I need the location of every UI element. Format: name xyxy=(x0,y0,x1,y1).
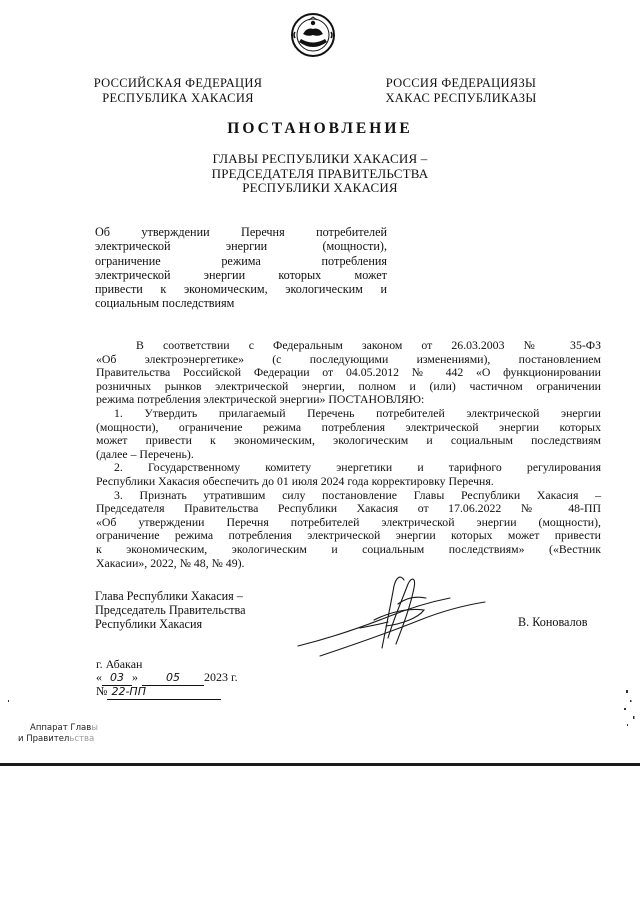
document-subject xyxy=(95,225,387,311)
body-line: (мощности), ограничение режима потребления электрической энергии которых xyxy=(96,419,601,434)
coat-of-arms-emblem xyxy=(290,12,336,58)
body-line: ограничение режима потребления электрической энергии которых может привести xyxy=(96,528,601,543)
body-line: «Об электроэнергетике» (с последующими изменениями), постановлением xyxy=(96,351,601,366)
body-line: розничных рынков электрической энергии, полном и (или) частичном ограничении xyxy=(96,378,601,393)
body-line: (далее – Перечень). xyxy=(96,446,194,461)
document-body xyxy=(96,339,601,570)
header-right-khakas xyxy=(376,76,546,106)
document-title: ПОСТАНОВЛЕНИЕ xyxy=(227,120,413,137)
stamp-line: Аппарат Глав xyxy=(30,723,92,733)
subtitle-line: ГЛАВЫ РЕСПУБЛИКИ ХАКАСИЯ – xyxy=(212,151,428,166)
subject-line: социальным последствиям xyxy=(95,296,235,311)
document-number xyxy=(96,684,221,700)
header-left-russian xyxy=(88,76,268,106)
stamp-line-faint: ы xyxy=(91,723,98,733)
stamp-line: и Правител xyxy=(18,734,70,744)
body-line: 3. Признать утратившим силу постановление Главы Республики Хакасия – xyxy=(114,487,601,502)
handwritten-signature xyxy=(290,568,490,664)
header-left-line: РЕСПУБЛИКА ХАКАСИЯ xyxy=(102,91,254,105)
body-line: Республики Хакасия обеспечить до 01 июля 2024 года корректировку Перечня. xyxy=(96,473,494,488)
stamp-line-faint: ьства xyxy=(69,734,95,744)
document-subtitle xyxy=(180,152,460,196)
date-quote-close: » xyxy=(132,670,138,684)
signatory-name: В. Коновалов xyxy=(518,615,588,629)
subject-line: привести к экономическим, экологическим и xyxy=(95,282,387,297)
signatory-role xyxy=(95,589,315,631)
header-left-line: РОССИЙСКАЯ ФЕДЕРАЦИЯ xyxy=(93,76,263,90)
subject-line: ограничение режима потребления xyxy=(95,253,387,268)
body-line: «Об утверждении Перечня потребителей электрической энергии (мощности), xyxy=(96,514,601,529)
signatory-role-line: Глава Республики Хакасия – xyxy=(95,589,243,603)
number-value: 22-ПП xyxy=(107,685,221,700)
body-line: режима потребления электрической энергии» ПОСТАНОВЛЯЮ: xyxy=(96,392,425,407)
body-line: В соответствии с Федеральным законом от 26.03.2003 № 35-ФЗ xyxy=(136,338,601,352)
body-line: к экономическим, экологическим и социальным последствиям» («Вестник xyxy=(96,541,601,556)
body-line: Хакасии», 2022, № 48, № 49). xyxy=(96,555,245,570)
body-line: 1. Утвердить прилагаемый Перечень потребителей электрической энергии xyxy=(114,405,601,420)
body-line: Правительства Российской Федерации от 04.05.2012 № 442 «О функционировании xyxy=(96,365,601,380)
subject-line: Об утверждении Перечня потребителей xyxy=(95,225,387,239)
subject-line: электрической энергии которых может xyxy=(95,267,387,282)
signatory-role-line: Республики Хакасия xyxy=(95,617,203,631)
blank-margin xyxy=(0,766,640,905)
body-line: может привести к экономическим, экологическим и социальным последствиям xyxy=(96,433,601,448)
date-month: 05 xyxy=(142,671,204,686)
header-right-line: ХАКАС РЕСПУБЛИКАЗЫ xyxy=(385,91,537,105)
body-line: 2. Государственному комитету энергетики и тарифного регулирования xyxy=(114,460,601,475)
date-quote-open: « xyxy=(96,670,102,684)
number-prefix: № xyxy=(96,684,108,698)
registry-stamp xyxy=(18,723,98,745)
signing-place: г. Абакан xyxy=(96,657,143,671)
subtitle-line: ПРЕДСЕДАТЕЛЯ ПРАВИТЕЛЬСТВА xyxy=(211,165,429,181)
signatory-role-line: Председатель Правительства xyxy=(95,603,246,617)
date-day: 03 xyxy=(102,671,132,686)
date-year: 2023 г. xyxy=(204,670,238,684)
header-right-line: РОССИЯ ФЕДЕРАЦИЯЗЫ xyxy=(385,76,537,90)
subtitle-line: РЕСПУБЛИКИ ХАКАСИЯ xyxy=(242,180,398,195)
body-line: Председателя Правительства Республики Хакасия от 17.06.2022 № 48-ПП xyxy=(96,501,601,516)
subject-line: электрической энергии (мощности), xyxy=(95,239,387,254)
